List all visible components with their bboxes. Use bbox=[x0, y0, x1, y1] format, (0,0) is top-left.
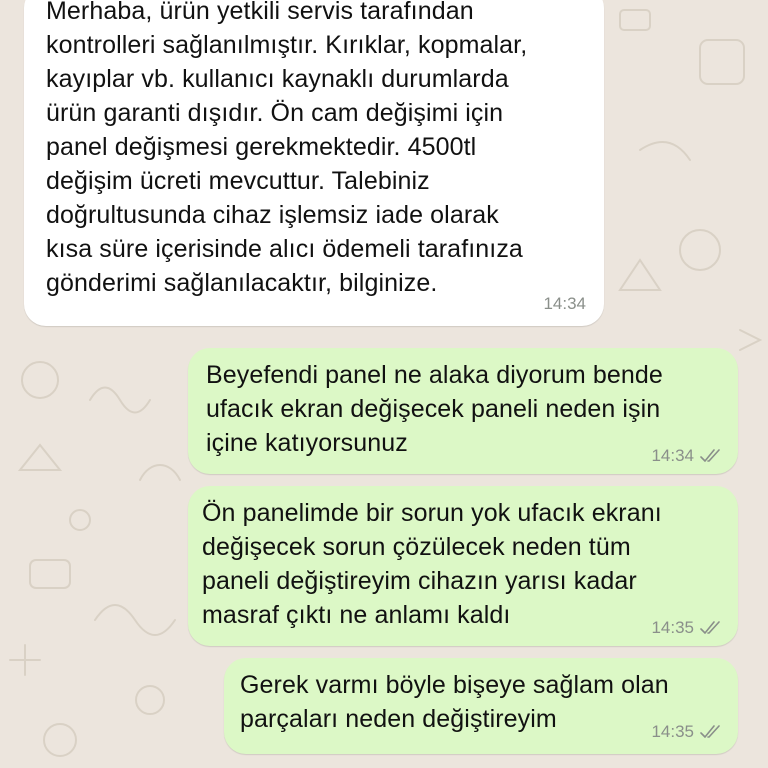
outgoing-message-bubble[interactable] bbox=[224, 658, 738, 754]
message-line: masraf çıktı ne anlamı kaldı bbox=[202, 601, 511, 629]
message-text bbox=[206, 358, 663, 460]
double-check-icon bbox=[700, 449, 722, 463]
message-time: 14:35 bbox=[651, 722, 694, 741]
outgoing-message-bubble[interactable] bbox=[188, 486, 738, 646]
message-meta bbox=[543, 294, 586, 314]
message-line: kontrolleri sağlanılmıştır. Kırıklar, kopmalar, bbox=[46, 31, 528, 59]
message-time: 14:34 bbox=[543, 294, 586, 313]
message-time: 14:35 bbox=[651, 618, 694, 637]
message-line: ufacık ekran değişecek paneli neden işin bbox=[206, 395, 661, 423]
message-line: Ön panelimde bir sorun yok ufacık ekranı bbox=[202, 499, 662, 527]
message-line: Merhaba, ürün yetkili servis tarafından bbox=[46, 0, 474, 25]
message-line: değişim ücreti mevcuttur. Talebiniz bbox=[46, 167, 430, 195]
message-line: içine katıyorsunuz bbox=[206, 429, 408, 457]
message-text bbox=[240, 668, 669, 736]
message-line: ürün garanti dışıdır. Ön cam değişimi için bbox=[46, 99, 504, 127]
message-line: Gerek varmı böyle bişeye sağlam olan bbox=[240, 671, 669, 699]
message-line: gönderimi sağlanılacaktır, bilginize. bbox=[46, 269, 438, 297]
message-text bbox=[46, 0, 527, 300]
message-line: kayıplar vb. kullanıcı kaynaklı durumlarda bbox=[46, 65, 509, 93]
incoming-message-bubble[interactable] bbox=[24, 0, 604, 326]
message-line: panel değişmesi gerekmektedir. 4500tl bbox=[46, 133, 477, 161]
outgoing-message-bubble[interactable] bbox=[188, 348, 738, 474]
message-line: paneli değiştireyim cihazın yarısı kadar bbox=[202, 567, 637, 595]
double-check-icon bbox=[700, 725, 722, 739]
message-line: parçaları neden değiştireyim bbox=[240, 705, 557, 733]
message-line: Beyefendi panel ne alaka diyorum bende bbox=[206, 361, 663, 389]
message-meta bbox=[651, 722, 722, 742]
message-meta bbox=[651, 446, 722, 466]
double-check-icon bbox=[700, 621, 722, 635]
message-line: doğrultusunda cihaz işlemsiz iade olarak bbox=[46, 201, 499, 229]
message-text bbox=[202, 496, 662, 632]
message-meta bbox=[651, 618, 722, 638]
message-line: değişecek sorun çözülecek neden tüm bbox=[202, 533, 631, 561]
message-time: 14:34 bbox=[651, 446, 694, 465]
message-line: kısa süre içerisinde alıcı ödemeli tarafınıza bbox=[46, 235, 523, 263]
